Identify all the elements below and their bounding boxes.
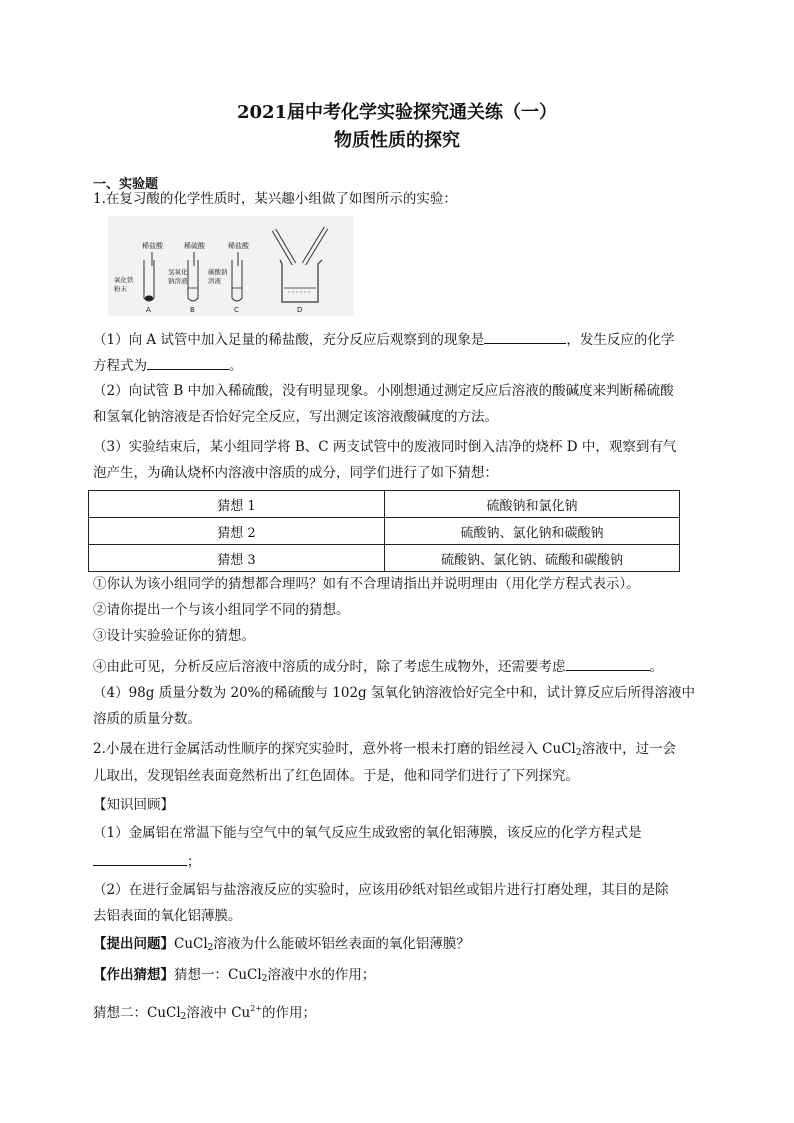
guess-label: 猜想 1 [89,491,385,518]
q1-part1-line2: 方程式为 。 [93,358,243,374]
q1-sub3: ③设计实验验证你的猜想。 [93,628,255,644]
q1-intro: 1.在复习酸的化学性质时，某兴趣小组做了如图所示的实验： [93,191,457,207]
knowledge-item-1-answer: ； [93,852,201,871]
reagent-label-b: 稀硫酸 [184,242,205,250]
q1-sub2: ②请你提出一个与该小组同学不同的猜想。 [93,602,350,618]
tube-c-content-1: 碳酸钠 [208,268,228,276]
q1-part3-line1: （3）实验结束后，某小组同学将 B、C 两支试管中的废液同时倒入洁净的烧杯 D 中，观察到有气 [93,439,677,455]
tube-letter-c: C [234,306,239,314]
tube-letter-b: B [190,306,195,314]
q1-sub1: ①你认为该小组同学的猜想都合理吗？如有不合理请指出并说明理由（用化学方程式表示）。 [93,576,640,592]
q1-part1-line1: （1）向 A 试管中加入足量的稀盐酸，充分反应后观察到的现象是 ，发生反应的化学 [93,332,675,348]
q1-sub4: ④由此可见，分析反应后溶液中溶质的成分时，除了考虑生成物外，还需要考虑 。 [93,659,663,675]
q1-part2-line1: （2）向试管 B 中加入稀硫酸，没有明显现象。小刚想通过测定反应后溶液的酸碱度来判断稀硫酸 [93,383,674,399]
table-row [89,518,680,545]
q1-part2-line2: 和氢氧化钠溶液是否恰好完全反应，写出测定该溶液酸碱度的方法。 [93,409,498,425]
guess-content: 硫酸钠、氯化钠、硫酸和碳酸钠 [385,545,680,572]
tube-b-content-1: 氢氧化 [168,268,188,276]
tube-c-content-2: 溶液 [208,277,221,285]
tube-letter-a: A [146,306,151,314]
answer-blank[interactable] [484,330,566,344]
q1-part4-line1: （4）98g 质量分数为 20%的稀硫酸与 102g 氢氧化钠溶液恰好完全中和，试计算反应后所得溶液中 [93,685,695,701]
experiment-figure [108,216,354,316]
document-title: 2021届中考化学实验探究通关练（一） [236,102,558,123]
tube-b-content-2: 钠溶液 [168,277,188,285]
q1-part3-line2: 泡产生，为确认烧杯内溶液中溶质的成分，同学们进行了如下猜想： [93,465,498,481]
knowledge-item-2-line2: 去铝表面的氧化铝薄膜。 [93,908,242,924]
guess-label: 猜想 2 [89,518,385,545]
hypothesis-line-2: 猜想二：CuCl$_2$溶液中 $Cu^{2+}$的作用； [93,1004,317,1022]
question-line: 【提出问题】CuCl$_2$溶液为什么能破坏铝丝表面的氧化铝薄膜？ [93,936,470,953]
tube-a-powder [145,296,153,301]
q2-line2: 儿取出，发现铝丝表面竟然析出了红色固体。于是，他和同学们进行了下列探究。 [93,768,579,784]
tube-a-content-2: 粉末 [114,285,127,293]
document-subtitle: 物质性质的探究 [334,130,460,151]
guess-table [88,490,680,572]
knowledge-item-1: （1）金属铝在常温下能与空气中的氧气反应生成致密的氧化铝薄膜，该反应的化学方程式是 [93,825,642,841]
reagent-label-c: 稀盐酸 [228,242,249,250]
answer-blank[interactable] [93,852,187,866]
guess-content: 硫酸钠和氯化钠 [385,491,680,518]
section-heading: 一、实验题 [93,177,159,192]
q1-part4-line2: 溶质的质量分数。 [93,711,201,727]
table-row [89,545,680,572]
figure-background [108,216,354,316]
q2-line1: 2.小晟在进行金属活动性顺序的探究实验时，意外将一根未打磨的铝丝浸入 CuCl$_2$溶液中，过一会 [93,741,677,758]
answer-blank[interactable] [566,657,650,671]
guess-label: 猜想 3 [89,545,385,572]
guess-content: 硫酸钠、氯化钠和碳酸钠 [385,518,680,545]
knowledge-item-2-line1: （2）在进行金属铝与盐溶液反应的实验时，应该用砂纸对铝丝或铝片进行打磨处理，其目的是除 [93,882,669,898]
answer-blank[interactable] [147,356,229,370]
reagent-label-a: 稀盐酸 [142,242,163,250]
hypothesis-line-1: 【作出猜想】猜想一：CuCl$_2$溶液中水的作用； [93,967,376,984]
beaker-letter-d: D [297,306,303,314]
tube-a-content-1: 氧化铁 [114,276,134,284]
table-row [89,491,680,518]
knowledge-heading: 【知识回顾】 [93,797,174,813]
